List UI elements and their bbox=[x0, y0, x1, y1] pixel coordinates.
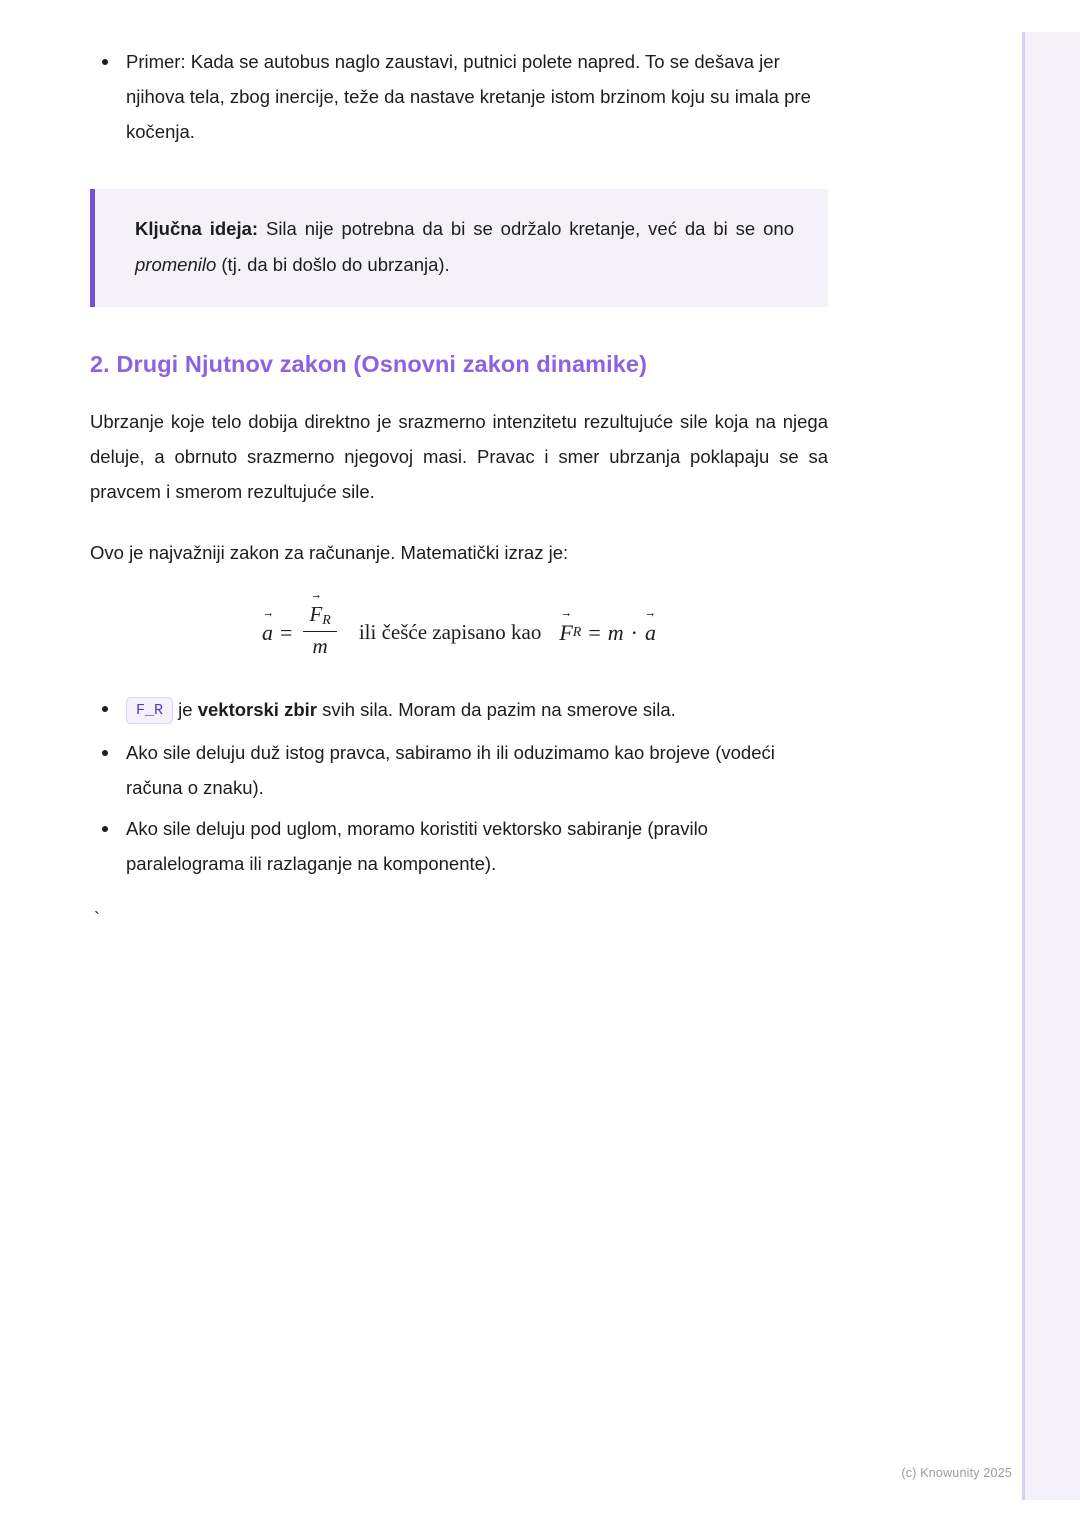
bullet-text-after: svih sila. Moram da pazim na smerove sila. bbox=[316, 699, 676, 720]
list-item bbox=[90, 691, 828, 729]
section-paragraph-2: Ovo je najvažniji zakon za računanje. Matematički izraz je: bbox=[90, 542, 569, 563]
formula-equals: = bbox=[280, 619, 293, 645]
explanation-bullet-list bbox=[90, 691, 828, 881]
formula-rhs-dot: · bbox=[630, 619, 638, 645]
bullet-bold: vektorski zbir bbox=[197, 699, 317, 720]
formula-numerator-var: → F bbox=[309, 602, 322, 627]
formula-rhs-equals: = bbox=[588, 619, 601, 645]
formula-connector: ili češće zapisano kao bbox=[358, 620, 542, 644]
bullet-text-before: je bbox=[173, 699, 198, 720]
document-body bbox=[90, 44, 828, 929]
formula-denominator: m bbox=[312, 634, 328, 658]
key-idea-text-after: (tj. da bi došlo do ubrzanja). bbox=[216, 254, 450, 275]
intro-bullet-list bbox=[90, 44, 828, 149]
formula-rhs-mass: m bbox=[607, 619, 624, 645]
code-chip-f-r: F_R bbox=[126, 697, 173, 724]
key-idea-text-before: Sila nije potrebna da bi se održalo kretanje, već da bi se ono bbox=[258, 218, 794, 239]
list-item: Ako sile deluju duž istog pravca, sabiramo ih ili oduzimamo kao brojeve (vodeći računa o znaku). bbox=[90, 735, 828, 805]
page-corner-bottom bbox=[1022, 1500, 1080, 1528]
page-corner-top bbox=[1022, 0, 1080, 32]
section-heading: 2. Drugi Njutnov zakon (Osnovni zakon dinamike) bbox=[90, 351, 648, 377]
page-side-panel bbox=[1025, 0, 1080, 1528]
formula-rhs-var: → F bbox=[559, 620, 572, 646]
formula-rhs-accel: → a bbox=[645, 620, 656, 646]
stray-backtick: ` bbox=[94, 909, 100, 929]
copyright-footer: (c) Knowunity 2025 bbox=[901, 1466, 1012, 1480]
section-paragraph-1: Ubrzanje koje telo dobija direktno je srazmerno intenzitetu rezultujuće sile koja na njega deluje, a obrnuto srazmerno njegovoj masi. Pravac i smer ubrzanja poklapaju se sa pravcem i smerom rezultujuće sile. bbox=[90, 411, 828, 502]
list-item: Primer: Kada se autobus naglo zaustavi, putnici polete napred. To se dešava jer njihova tela, zbog inercije, teže da nastave kretanje istom brzinom koju su imala pre kočenja. bbox=[90, 44, 828, 149]
list-item: Ako sile deluju pod uglom, moramo koristiti vektorsko sabiranje (pravilo paralelograma ili razlaganje na komponente). bbox=[90, 811, 828, 881]
formula-fraction bbox=[303, 602, 336, 659]
formula-lhs-var: → a bbox=[262, 620, 273, 646]
formula-row bbox=[262, 604, 656, 661]
formula-block bbox=[90, 604, 828, 661]
key-idea-label: Ključna ideja: bbox=[135, 218, 259, 239]
key-idea-emphasis: promenilo bbox=[135, 254, 217, 275]
formula-rhs-sub: R bbox=[572, 624, 582, 640]
formula-numerator bbox=[303, 602, 336, 632]
page-side-divider bbox=[1022, 0, 1025, 1528]
key-idea-text bbox=[135, 211, 794, 283]
key-idea-callout bbox=[90, 189, 828, 307]
formula-numerator-sub: R bbox=[322, 613, 331, 628]
